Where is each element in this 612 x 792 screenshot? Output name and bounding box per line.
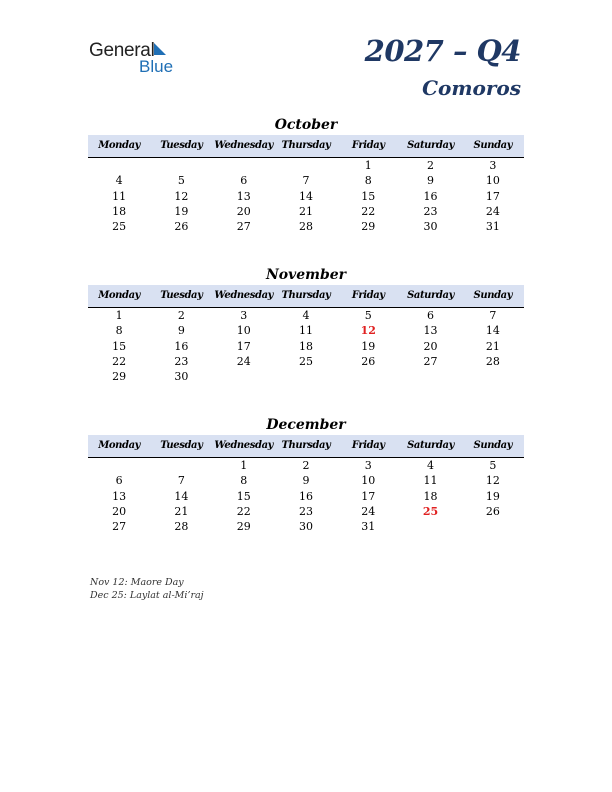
- week-row: [88, 308, 524, 323]
- empty-day-cell: [275, 158, 337, 173]
- day-cell: 21: [174, 504, 189, 518]
- weekday-label: Monday: [98, 440, 141, 451]
- weekday-header: [88, 435, 524, 458]
- day-cell: 15: [112, 339, 127, 353]
- day-cell: 13: [423, 324, 438, 338]
- holiday-day-cell: 25: [422, 504, 439, 518]
- day-cell: 19: [485, 489, 500, 503]
- day-cell: 4: [302, 309, 310, 322]
- empty-day-cell: [150, 158, 212, 173]
- day-cell: 3: [489, 159, 497, 172]
- day-cell: 29: [236, 520, 251, 534]
- day-cell: 3: [364, 459, 372, 472]
- weekday-header: [88, 135, 524, 158]
- page-title: 2027 – Q4: [364, 34, 521, 68]
- week-row: [88, 354, 524, 369]
- day-cell: 1: [115, 309, 123, 322]
- week-row: [88, 519, 524, 534]
- day-cell: 9: [302, 474, 310, 488]
- weekday-label: Friday: [351, 140, 385, 151]
- day-cell: 2: [302, 459, 310, 472]
- weekday-label: Saturday: [407, 140, 455, 151]
- month-title: November: [265, 267, 347, 283]
- day-cell: 24: [485, 204, 500, 218]
- weekday-label: Monday: [98, 140, 141, 151]
- weekday-label: Sunday: [473, 140, 513, 151]
- day-cell: 31: [485, 220, 500, 234]
- day-cell: 22: [112, 354, 127, 368]
- week-row: [88, 219, 524, 234]
- weekday-label: Tuesday: [160, 290, 203, 301]
- day-cell: 2: [177, 309, 185, 322]
- weekday-label: Thursday: [281, 140, 331, 151]
- day-cell: 8: [240, 474, 248, 488]
- day-cell: 25: [112, 220, 127, 234]
- day-cell: 16: [423, 189, 438, 203]
- weekday-label: Thursday: [281, 290, 331, 301]
- calendar-grid: [88, 308, 524, 384]
- holiday-notes: [90, 577, 204, 602]
- day-cell: 2: [427, 159, 435, 172]
- empty-day-cell: [213, 158, 275, 173]
- day-cell: 4: [427, 459, 435, 472]
- day-cell: 27: [423, 354, 438, 368]
- weekday-header: [88, 285, 524, 308]
- month-november: [88, 265, 524, 384]
- day-cell: 10: [236, 324, 251, 338]
- day-cell: 5: [177, 174, 185, 188]
- day-cell: 26: [485, 504, 500, 518]
- day-cell: 12: [174, 189, 189, 203]
- day-cell: 15: [361, 189, 376, 203]
- logo-text-blue: Blue: [139, 57, 174, 76]
- day-cell: 14: [174, 489, 189, 503]
- day-cell: 1: [364, 159, 372, 172]
- day-cell: 21: [298, 204, 313, 218]
- day-cell: 15: [236, 489, 251, 503]
- holiday-note: Nov 12: Maore Day: [90, 577, 184, 588]
- day-cell: 13: [236, 189, 251, 203]
- calendar-grid: [88, 458, 524, 534]
- day-cell: 13: [112, 489, 127, 503]
- day-cell: 20: [236, 204, 251, 218]
- day-cell: 14: [485, 324, 500, 338]
- day-cell: 10: [361, 474, 376, 488]
- weekday-label: Monday: [98, 290, 141, 301]
- holiday-day-cell: 12: [360, 324, 376, 338]
- day-cell: 25: [298, 354, 313, 368]
- day-cell: 17: [485, 189, 500, 203]
- weekday-label: Friday: [351, 290, 385, 301]
- day-cell: 29: [112, 370, 127, 384]
- day-cell: 28: [485, 354, 500, 368]
- day-cell: 27: [112, 520, 127, 534]
- day-cell: 11: [423, 474, 438, 488]
- month-december: [88, 415, 524, 534]
- holiday-note: Dec 25: Laylat al-Mi’raj: [90, 589, 204, 601]
- weekday-label: Sunday: [473, 440, 513, 451]
- day-cell: 16: [298, 489, 313, 503]
- empty-day-cell: [150, 458, 212, 473]
- week-row: [88, 204, 524, 219]
- week-row: [88, 339, 524, 354]
- day-cell: 5: [489, 459, 497, 472]
- weekday-label: Saturday: [407, 440, 455, 451]
- day-cell: 29: [361, 220, 376, 234]
- day-cell: 8: [115, 324, 123, 338]
- week-row: [88, 504, 524, 519]
- weekday-label: Friday: [351, 440, 385, 451]
- day-cell: 9: [177, 324, 185, 338]
- weekday-label: Wednesday: [214, 440, 274, 451]
- day-cell: 24: [236, 354, 251, 368]
- day-cell: 17: [361, 489, 376, 503]
- empty-day-cell: [275, 369, 337, 384]
- month-title: October: [274, 117, 338, 133]
- day-cell: 21: [485, 339, 500, 353]
- weekday-label: Tuesday: [160, 440, 203, 451]
- day-cell: 26: [174, 220, 189, 234]
- weekday-label: Wednesday: [214, 140, 274, 151]
- day-cell: 16: [174, 339, 189, 353]
- week-row: [88, 458, 524, 473]
- day-cell: 7: [489, 309, 497, 322]
- week-row: [88, 189, 524, 204]
- month-october: [88, 115, 524, 234]
- day-cell: 19: [174, 204, 189, 218]
- weekday-label: Thursday: [281, 440, 331, 451]
- day-cell: 22: [361, 204, 376, 218]
- week-row: [88, 158, 524, 173]
- day-cell: 27: [236, 220, 251, 234]
- day-cell: 7: [177, 474, 185, 488]
- day-cell: 5: [364, 309, 372, 322]
- day-cell: 20: [423, 339, 438, 353]
- week-row: [88, 323, 524, 338]
- day-cell: 26: [361, 354, 376, 368]
- week-row: [88, 173, 524, 188]
- empty-day-cell: [399, 519, 461, 534]
- weekday-label: Wednesday: [214, 290, 274, 301]
- week-row: [88, 489, 524, 504]
- day-cell: 8: [364, 174, 372, 188]
- empty-day-cell: [213, 369, 275, 384]
- day-cell: 12: [485, 474, 500, 488]
- empty-day-cell: [462, 519, 524, 534]
- week-row: [88, 473, 524, 488]
- day-cell: 30: [174, 370, 189, 384]
- day-cell: 7: [302, 174, 310, 188]
- day-cell: 9: [427, 174, 435, 188]
- day-cell: 1: [240, 459, 248, 472]
- country-name: Comoros: [422, 76, 521, 100]
- empty-day-cell: [399, 369, 461, 384]
- day-cell: 6: [427, 309, 435, 322]
- day-cell: 14: [298, 189, 313, 203]
- day-cell: 4: [115, 174, 123, 188]
- day-cell: 11: [298, 324, 313, 338]
- empty-day-cell: [337, 369, 399, 384]
- weekday-label: Saturday: [407, 290, 455, 301]
- empty-day-cell: [88, 458, 150, 473]
- calendar-grid: [88, 158, 524, 234]
- day-cell: 30: [298, 520, 313, 534]
- logo-triangle-icon: [153, 42, 167, 56]
- generalblue-logo: [89, 40, 189, 76]
- day-cell: 18: [298, 339, 313, 353]
- empty-day-cell: [462, 369, 524, 384]
- day-cell: 30: [423, 220, 438, 234]
- day-cell: 6: [240, 174, 248, 188]
- day-cell: 23: [298, 504, 313, 518]
- day-cell: 3: [240, 309, 248, 322]
- empty-day-cell: [88, 158, 150, 173]
- day-cell: 20: [112, 504, 127, 518]
- day-cell: 22: [236, 504, 251, 518]
- day-cell: 23: [423, 204, 438, 218]
- day-cell: 24: [361, 504, 376, 518]
- weekday-label: Tuesday: [160, 140, 203, 151]
- week-row: [88, 369, 524, 384]
- weekday-label: Sunday: [473, 290, 513, 301]
- day-cell: 18: [112, 204, 127, 218]
- day-cell: 18: [423, 489, 438, 503]
- day-cell: 28: [298, 220, 313, 234]
- day-cell: 10: [485, 174, 500, 188]
- day-cell: 19: [361, 339, 376, 353]
- day-cell: 6: [115, 474, 123, 488]
- day-cell: 31: [361, 520, 376, 534]
- logo-text-general: General: [89, 40, 155, 61]
- day-cell: 17: [236, 339, 251, 353]
- month-title: December: [266, 417, 346, 433]
- day-cell: 11: [112, 189, 127, 203]
- day-cell: 23: [174, 354, 189, 368]
- day-cell: 28: [174, 520, 189, 534]
